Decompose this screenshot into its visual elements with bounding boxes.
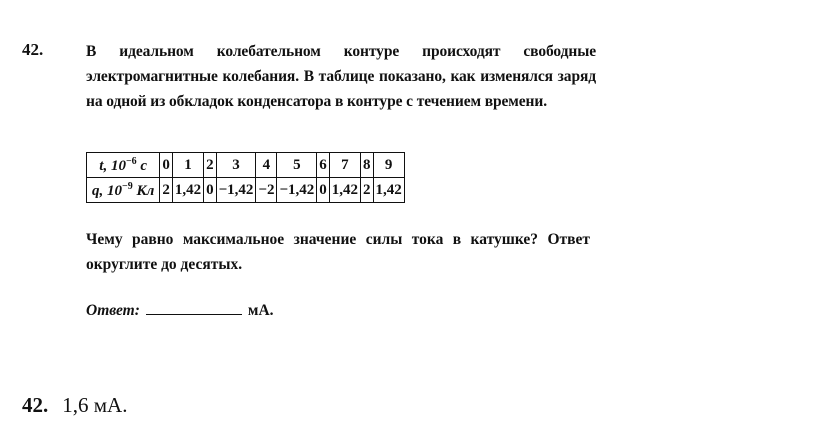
table-row-charge (87, 178, 405, 203)
table-cell: 5 (277, 153, 317, 178)
table-cell: 0 (204, 178, 217, 203)
time-base: , 10 (103, 157, 126, 174)
table-row-time (87, 153, 405, 178)
table-cell: 0 (160, 153, 173, 178)
time-header (87, 153, 160, 178)
problem-text: В идеальном колебательном контуре происходят свободные электромагнитные колебания. В таблице показано, как изменялся заряд на одной из обкладок конденсатора в контуре с течением времени. (86, 43, 596, 110)
question-text: Чему равно максимальное значение силы тока в катушке? Ответ округлите до десятых. (86, 231, 590, 273)
table-cell: 1,42 (373, 178, 404, 203)
table-cell: 9 (373, 153, 404, 178)
answer-blank (146, 300, 242, 315)
table-cell: −2 (256, 178, 277, 203)
data-table (86, 152, 405, 203)
table-cell: 8 (361, 153, 374, 178)
table-cell: 6 (317, 153, 330, 178)
charge-unit: Кл (132, 182, 155, 199)
solution-text: 1,6 мА. (62, 393, 128, 417)
problem-number: 42. (22, 40, 44, 59)
table-cell: 1,42 (329, 178, 360, 203)
charge-base: , 10 (99, 182, 122, 199)
table-cell: 1,42 (172, 178, 203, 203)
table-cell: 3 (216, 153, 256, 178)
table-cell: 0 (317, 178, 330, 203)
table-cell: 2 (160, 178, 173, 203)
table-cell: 1 (172, 153, 203, 178)
time-unit: с (136, 157, 148, 174)
solution-number: 42. (22, 393, 49, 417)
time-exponent: −6 (125, 155, 137, 167)
answer-label: Ответ: (86, 302, 140, 319)
table-cell: 4 (256, 153, 277, 178)
solution (22, 393, 127, 418)
answer-unit: мА. (247, 302, 274, 319)
time-symbol: t (99, 157, 104, 174)
table-cell: 2 (204, 153, 217, 178)
charge-symbol: q (92, 182, 100, 199)
table-cell: −1,42 (277, 178, 317, 203)
table-cell: 7 (329, 153, 360, 178)
table-cell: 2 (361, 178, 374, 203)
charge-header (87, 178, 160, 203)
table-cell: −1,42 (216, 178, 256, 203)
answer-line (86, 300, 274, 320)
charge-exponent: −9 (122, 180, 133, 192)
